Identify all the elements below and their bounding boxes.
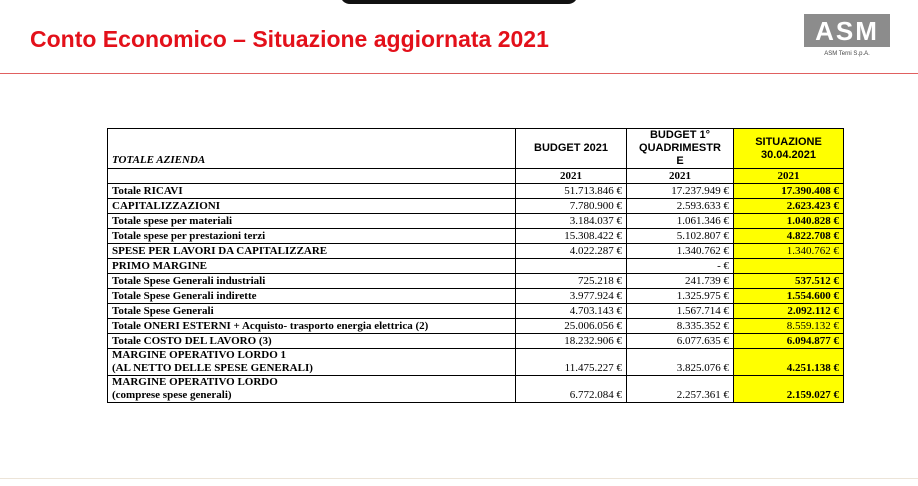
- row-label: SPESE PER LAVORI DA CAPITALIZZARE: [108, 244, 516, 259]
- cell-q1: - €: [627, 259, 734, 274]
- cell-actual: 2.092.112 €: [734, 304, 844, 319]
- cell-budget: 3.184.037 €: [516, 214, 627, 229]
- table-row-margin1: [108, 349, 844, 376]
- cell-actual: [734, 259, 844, 274]
- cell-actual: 2.623.423 €: [734, 199, 844, 214]
- cell-actual-margin1: 4.251.138 €: [734, 349, 844, 376]
- cell-budget: 725.218 €: [516, 274, 627, 289]
- year-budget: 2021: [516, 169, 627, 184]
- table-row: [108, 244, 844, 259]
- cell-q1: 5.102.807 €: [627, 229, 734, 244]
- column-header-actual-line1: SITUAZIONE: [755, 135, 822, 148]
- cell-q1-margin1: 3.825.076 €: [627, 349, 734, 376]
- row-label: CAPITALIZZAZIONI: [108, 199, 516, 214]
- label-header: TOTALE AZIENDA: [108, 129, 516, 169]
- income-statement-table: [107, 128, 844, 403]
- cell-budget: 4.703.143 €: [516, 304, 627, 319]
- table-body: [108, 184, 844, 349]
- table-row: [108, 199, 844, 214]
- table-row: [108, 289, 844, 304]
- year-row: [108, 169, 844, 184]
- cell-q1: 241.739 €: [627, 274, 734, 289]
- row-label: Totale Spese Generali industriali: [108, 274, 516, 289]
- cell-budget: 15.308.422 €: [516, 229, 627, 244]
- column-header-q1-line2: QUADRIMESTR: [639, 142, 721, 154]
- asm-logo-icon: [804, 14, 890, 52]
- row-label: Totale Spese Generali: [108, 304, 516, 319]
- row-label: Totale spese per materiali: [108, 214, 516, 229]
- cell-budget: 7.780.900 €: [516, 199, 627, 214]
- column-header-q1: [627, 129, 734, 169]
- cell-actual: 537.512 €: [734, 274, 844, 289]
- table-row: [108, 274, 844, 289]
- cell-budget: 4.022.287 €: [516, 244, 627, 259]
- cell-actual: 8.559.132 €: [734, 319, 844, 334]
- table-row: [108, 214, 844, 229]
- row-label: PRIMO MARGINE: [108, 259, 516, 274]
- row-label-margin2: [108, 376, 516, 403]
- cell-q1-margin2: 2.257.361 €: [627, 376, 734, 403]
- column-header-budget: BUDGET 2021: [516, 129, 627, 169]
- row-label-margin1: [108, 349, 516, 376]
- cell-q1: 1.567.714 €: [627, 304, 734, 319]
- cell-budget: 18.232.906 €: [516, 334, 627, 349]
- table-row: [108, 229, 844, 244]
- year-q1: 2021: [627, 169, 734, 184]
- cell-actual-margin2: 2.159.027 €: [734, 376, 844, 403]
- year-row-empty: [108, 169, 516, 184]
- cell-budget: 3.977.924 €: [516, 289, 627, 304]
- column-header-actual: [734, 129, 844, 169]
- cell-actual: 1.040.828 €: [734, 214, 844, 229]
- cell-q1: 2.593.633 €: [627, 199, 734, 214]
- table-row: [108, 319, 844, 334]
- table-header-row: [108, 129, 844, 169]
- cell-actual: 1.340.762 €: [734, 244, 844, 259]
- table-row: [108, 184, 844, 199]
- cell-q1: 1.325.975 €: [627, 289, 734, 304]
- column-header-q1-line1: BUDGET 1°: [649, 129, 711, 141]
- cell-budget: 51.713.846 €: [516, 184, 627, 199]
- table-row: [108, 304, 844, 319]
- cell-q1: 1.061.346 €: [627, 214, 734, 229]
- row-label: Totale Spese Generali indirette: [108, 289, 516, 304]
- row-label: Totale spese per prestazioni terzi: [108, 229, 516, 244]
- cell-budget-margin1: 11.475.227 €: [516, 349, 627, 376]
- row-label: Totale COSTO DEL LAVORO (3): [108, 334, 516, 349]
- table-row: [108, 334, 844, 349]
- row-label: Totale RICAVI: [108, 184, 516, 199]
- cell-actual: 6.094.877 €: [734, 334, 844, 349]
- cell-q1: 1.340.762 €: [627, 244, 734, 259]
- column-header-actual-line2: 30.04.2021: [760, 148, 817, 161]
- title-divider: [0, 73, 918, 74]
- cell-budget: 25.006.056 €: [516, 319, 627, 334]
- cell-budget: [516, 259, 627, 274]
- margin2-line1: MARGINE OPERATIVO LORDO: [112, 376, 278, 388]
- logo-tagline: ASM Terni S.p.A.: [824, 51, 870, 57]
- svg-text:ASM: ASM: [815, 16, 879, 46]
- table-row: [108, 259, 844, 274]
- cell-actual: 17.390.408 €: [734, 184, 844, 199]
- margin1-line2: (AL NETTO DELLE SPESE GENERALI): [112, 362, 313, 374]
- margin2-line2: (comprese spese generali): [112, 389, 232, 401]
- cell-budget-margin2: 6.772.084 €: [516, 376, 627, 403]
- footer-divider: [0, 478, 918, 479]
- row-label: Totale ONERI ESTERNI + Acquisto- trasporto energia elettrica (2): [108, 319, 516, 334]
- cell-q1: 17.237.949 €: [627, 184, 734, 199]
- table-row-margin2: [108, 376, 844, 403]
- company-logo: [804, 14, 890, 60]
- cell-q1: 8.335.352 €: [627, 319, 734, 334]
- column-header-q1-line3: E: [676, 155, 684, 167]
- top-notch: [340, 0, 578, 4]
- cell-actual: 4.822.708 €: [734, 229, 844, 244]
- margin1-line1: MARGINE OPERATIVO LORDO 1: [112, 349, 287, 361]
- year-actual: 2021: [734, 169, 844, 184]
- cell-actual: 1.554.600 €: [734, 289, 844, 304]
- page-title: Conto Economico – Situazione aggiornata 2021: [30, 26, 549, 52]
- cell-q1: 6.077.635 €: [627, 334, 734, 349]
